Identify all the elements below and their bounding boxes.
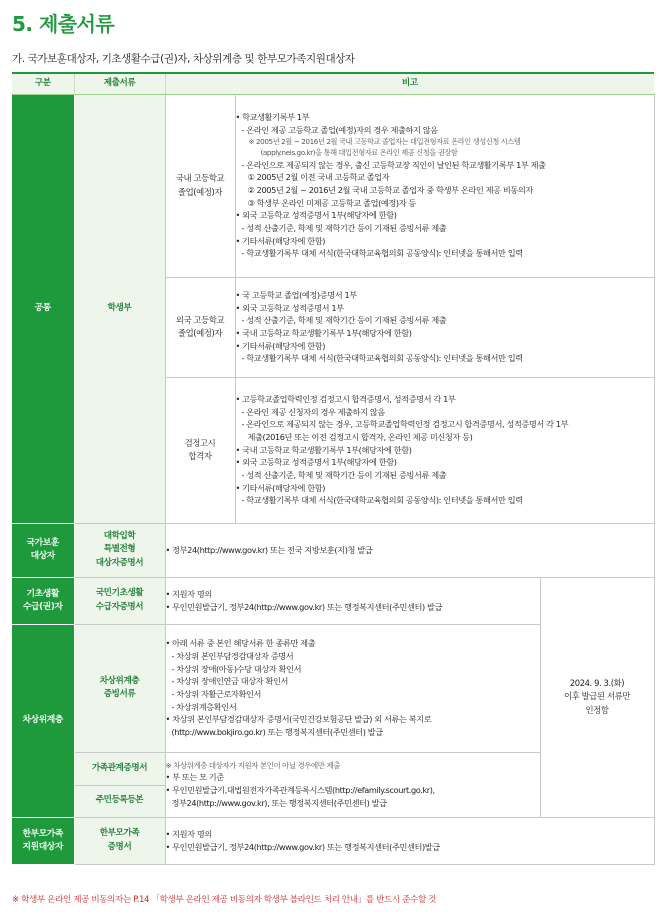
remarks-near-poor-proof: • 아래 서류 중 본인 해당서류 한 종류만 제출 - 차상위 본인부담경감대상자 증명서 - 차상위 장애(아동)수당 대상자 확인서 - 차상위 장애인연금 대상자 확인서 - 차상위 자활근로자확인서 - 차상위계층확인서 • 차상위 본인부담경감대상자 증명서(국민건강보험공단 발급) 외 서류는 복지로 (http://www.bokjiro.go.kr) 또는 행정복지센터(주민센터) 발급 <box>165 624 540 752</box>
remarks-domestic: • 학교생활기록부 1부 - 온라인 제공 고등학교 졸업(예정)자의 경우 제출하지 않음 ※ 2005년 2월 ~ 2016년 2월 국내 고등학교 졸업자는 대입전형자료 온라인 생성신청 시스템 (apply.neis.go.kr)을 통해 대입전형자료 온라인 제공 신청을 권장함 - 온라인으로 제공되지 않는 경우, 출신 고등학교장 직인이 날인된 학교생활기록부 1부 제출 ① 2005년 2월 이전 국내 고등학교 졸업자 ② 2005년 2월 ~ 2016년 2월 국내 고등학교 졸업자 중 학생부 온라인 제공 비동의자 ③ 학생부 온라인 미제공 고등학교 졸업(예정)자 등 • 외국 고등학교 성적증명서 1부(해당자에 한함) - 성적 산출기준, 학제 및 재학기간 등이 기재된 증빙서류 제출 • 기타서류(해당자에 한함) - 학교생활기록부 대체 서식(한국대학교육협의회 공동양식): 인터넷을 통해서만 입력 <box>235 94 654 277</box>
subgroup-foreign: 외국 고등학교 졸업(예정)자 <box>165 277 235 377</box>
table-row <box>12 94 654 277</box>
table-row <box>12 577 654 624</box>
issuance-date-note: 2024. 9. 3.(화) 이후 발급된 서류만 인정함 <box>540 577 654 817</box>
category-near-poor: 차상위계층 <box>12 624 74 817</box>
document-basic-livelihood-certificate: 국민기초생활 수급자증명서 <box>74 577 165 624</box>
documents-table <box>12 72 655 865</box>
category-common: 공통 <box>12 94 74 523</box>
section-title: 5. 제출서류 <box>12 12 115 36</box>
document-resident-registration: 주민등록등본 <box>74 785 165 817</box>
remarks-foreign: • 국 고등학교 졸업(예정)증명서 1부 • 외국 고등학교 성적증명서 1부 - 성적 산출기준, 학제 및 재학기간 등이 기재된 증빙서류 제출 • 국내 고등학교 학교생활기록부 1부(해당자에 한함) • 기타서류(해당자에 한함) - 학교생활기록부 대체 서식(한국대학교육협의회 공동양식): 인터넷을 통해서만 입력 <box>235 277 654 377</box>
subgroup-domestic: 국내 고등학교 졸업(예정)자 <box>165 94 235 277</box>
category-veterans: 국가보훈 대상자 <box>12 523 74 577</box>
remarks-ged: • 고등학교졸업학력인정 검정고시 합격증명서, 성적증명서 각 1부 - 온라인 제공 신청자의 경우 제출하지 않음 - 온라인으로 제공되지 않는 경우, 고등학교졸업학력인정 검정고시 합격증명서, 성적증명서 각 1부 제출(2016년 또는 이전 검정고시 합격자, 온라인 제공 미신청자 등) • 국내 고등학교 학교생활기록부 1부(해당자에 한함) • 외국 고등학교 성적증명서 1부(해당자에 한함) - 성적 산출기준, 학제 및 재학기간 등이 기재된 증빙서류 제출 • 기타서류(해당자에 한함) - 학교생활기록부 대체 서식(한국대학교육협의회 공동양식): 인터넷을 통해서만 입력 <box>235 377 654 523</box>
header-remarks: 비고 <box>165 73 654 94</box>
category-single-parent: 한부모가족 지원대상자 <box>12 817 74 864</box>
subgroup-ged: 검정고시 합격자 <box>165 377 235 523</box>
remarks-veterans: • 정부24(http://www.gov.kr) 또는 전국 지방보훈(지)청 발급 <box>165 523 654 577</box>
remarks-basic-livelihood: • 지원자 명의 • 무인민원발급기, 정부24(http://www.gov.kr) 또는 행정복지센터(주민센터) 발급 <box>165 577 540 624</box>
header-document: 제출서류 <box>74 73 165 94</box>
table-row <box>12 523 654 577</box>
footnote-warning: ※ 학생부 온라인 제공 비동의자는 P.14 「학생부 온라인 제공 비동의자 학생부 블라인드 처리 안내」를 반드시 준수할 것 <box>12 895 437 905</box>
document-near-poor-proof: 차상위계층 증빙서류 <box>74 624 165 752</box>
category-basic-livelihood: 기초생활 수급(권)자 <box>12 577 74 624</box>
subtitle: 가. 국가보훈대상자, 기초생활수급(권)자, 차상위계층 및 한부모가족지원대상자 <box>12 53 355 65</box>
header-category: 구분 <box>12 73 74 94</box>
remarks-family-resident: ※ 차상위계층 대상자가 지원자 본인이 아닐 경우에만 제출 • 부 또는 모 기준 • 무인민원발급기,대법원전자가족관계등록시스템(http://efamily.scourt.go.kr), 정부24(http://www.gov.kr), 또는 행정복지센터(주민센터) 발급 <box>165 752 540 817</box>
table-header-row <box>12 73 654 94</box>
document-single-parent-certificate: 한부모가족 증명서 <box>74 817 165 864</box>
document-family-relation-certificate: 가족관계증명서 <box>74 752 165 785</box>
table-row <box>12 817 654 864</box>
document-student-record: 학생부 <box>74 94 165 523</box>
document-veterans-certificate: 대학입학 특별전형 대상자증명서 <box>74 523 165 577</box>
remarks-single-parent: • 지원자 명의 • 무인민원발급기, 정부24(http://www.gov.kr) 또는 행정복지센터(주민센터)발급 <box>165 817 654 864</box>
